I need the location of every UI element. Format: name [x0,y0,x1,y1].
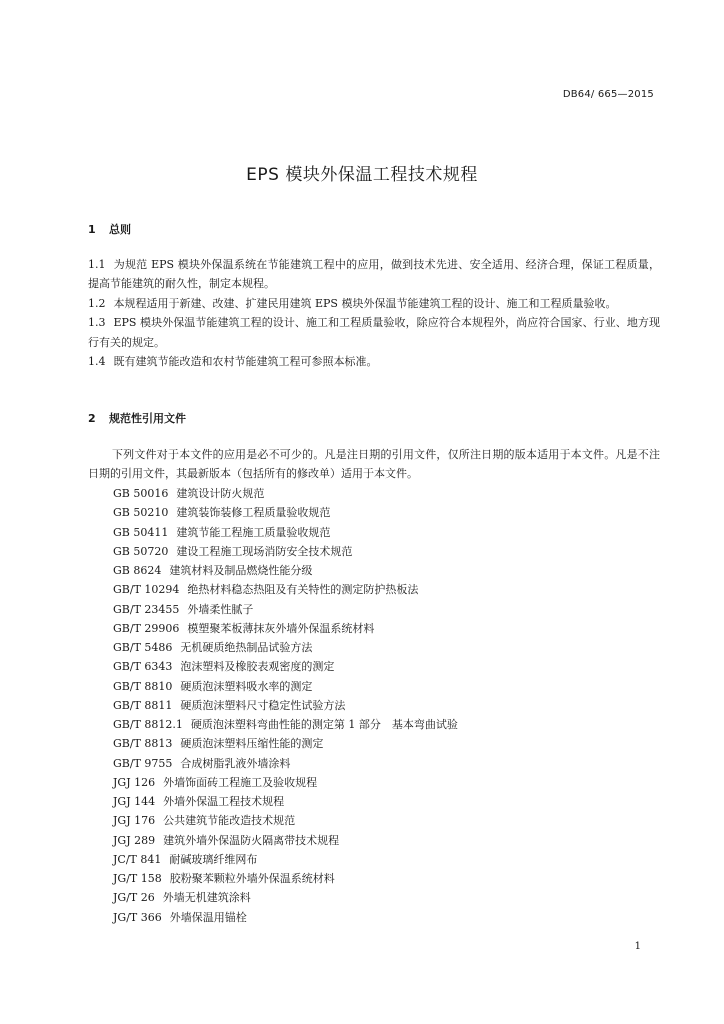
clause-number: 1.4 [88,355,106,369]
reference-title: 外墙无机建筑涂料 [162,891,251,905]
reference-title: 公共建筑节能改造技术规范 [163,814,296,828]
reference-title: 建设工程施工现场消防安全技术规范 [176,544,353,558]
clause-text: EPS 模块外保温节能建筑工程的设计、施工和工程质量验收，除应符合本规程外，尚应符合国家、行业、地方现行有关的规定。 [88,316,660,349]
reference-title: 外墙外保温工程技术规程 [163,795,285,808]
clause-text: 为规范 EPS 模块外保温系统在节能建筑工程中的应用，做到技术先进、安全适用、经济合理，保证工程质量，提高节能建筑的耐久性，制定本规程。 [88,258,660,291]
reference-title: 建筑材料及制品燃烧性能分级 [169,564,313,577]
clause-1-3 [88,313,660,352]
reference-code: GB/T 9755 [113,756,173,770]
reference-item [113,754,458,773]
reference-code: GB 50210 [113,506,169,520]
reference-title: 绝热材料稳态热阻及有关特性的测定防护热板法 [187,583,419,597]
section-1-clauses [88,255,660,371]
section-1-heading [88,221,131,237]
reference-title: 无机硬质绝热制品试验方法 [180,641,313,654]
clause-number: 1.3 [88,316,106,330]
reference-item [113,677,458,696]
section-1-title: 总则 [109,223,131,236]
reference-title: 模塑聚苯板薄抹灰外墙外保温系统材料 [187,621,375,635]
reference-item [113,657,458,676]
section-2-title: 规范性引用文件 [109,412,186,425]
document-title: EPS 模块外保温工程技术规程 [246,165,478,185]
reference-code: JG/T 366 [113,910,162,924]
reference-item [113,503,458,522]
reference-code: GB/T 6343 [113,660,173,674]
reference-title: 耐碱玻璃纤维网布 [169,852,258,866]
reference-code: GB 50720 [113,544,169,558]
reference-code: JGJ 126 [113,775,156,789]
reference-item [113,600,458,619]
document-code: DB64/ 665—2015 [562,89,654,100]
reference-item [113,792,458,811]
reference-code: GB/T 10294 [113,583,180,597]
section-1-number: 1 [88,223,96,236]
reference-title: 建筑外墙外保温防火隔离带技术规程 [163,833,340,847]
reference-code: JGJ 289 [113,833,156,847]
clause-1-1 [88,255,660,294]
reference-item [113,484,458,503]
reference-code: JG/T 26 [113,891,155,905]
reference-item [113,888,458,907]
reference-list [113,484,458,927]
reference-title: 外墙柔性腻子 [187,602,254,616]
reference-code: GB 50411 [113,525,169,539]
reference-title: 建筑装饰装修工程质量验收规范 [176,506,331,520]
reference-code: GB/T 23455 [113,602,180,616]
reference-code: JGJ 144 [113,795,156,808]
reference-item [113,638,458,657]
reference-item [113,580,458,599]
section-2-number: 2 [88,412,96,425]
reference-item [113,542,458,561]
reference-title: 建筑设计防火规范 [176,487,265,500]
reference-title: 胶粉聚苯颗粒外墙外保温系统材料 [169,872,335,885]
reference-title: 外墙保温用锚栓 [169,910,247,924]
reference-title: 合成树脂乳液外墙涂料 [180,756,291,770]
reference-item [113,869,458,888]
page-number: 1 [634,941,641,952]
reference-code: GB/T 5486 [113,641,173,654]
clause-text: 既有建筑节能改造和农村节能建筑工程可参照本标准。 [113,355,378,369]
reference-title: 外墙饰面砖工程施工及验收规程 [163,775,318,789]
reference-code: GB 8624 [113,564,162,577]
reference-item [113,715,458,734]
reference-title: 泡沫塑料及橡胶表观密度的测定 [180,660,335,674]
reference-code: GB 50016 [113,487,169,500]
reference-code: GB/T 29906 [113,621,180,635]
clause-1-2 [88,294,660,313]
reference-code: GB/T 8813 [113,737,173,751]
reference-code: JG/T 158 [113,872,162,885]
reference-title: 硬质泡沫塑料尺寸稳定性试验方法 [180,698,346,712]
reference-item [113,908,458,927]
reference-item [113,561,458,580]
reference-code: GB/T 8810 [113,679,173,693]
reference-title: 硬质泡沫塑料弯曲性能的测定第 1 部分 基本弯曲试验 [190,718,458,731]
reference-code: GB/T 8811 [113,698,173,712]
reference-code: GB/T 8812.1 [113,718,183,731]
reference-item [113,773,458,792]
reference-item [113,696,458,715]
reference-title: 硬质泡沫塑料吸水率的测定 [180,679,313,693]
clause-text: 本规程适用于新建、改建、扩建民用建筑 EPS 模块外保温节能建筑工程的设计、施工和工程质量验收。 [113,296,617,310]
reference-item [113,811,458,830]
clause-number: 1.2 [88,296,106,310]
clause-1-4 [88,352,660,371]
reference-code: JGJ 176 [113,814,156,828]
reference-code: JC/T 841 [113,852,162,866]
reference-title: 建筑节能工程施工质量验收规范 [176,525,331,539]
reference-item [113,619,458,638]
reference-title: 硬质泡沫塑料压缩性能的测定 [180,737,324,751]
reference-item [113,734,458,753]
section-2-heading [88,410,186,426]
references-intro: 下列文件对于本文件的应用是必不可少的。凡是注日期的引用文件，仅所注日期的版本适用于本文件。凡是不注日期的引用文件，其最新版本（包括所有的修改单）适用于本文件。 [88,448,660,481]
reference-item [113,850,458,869]
clause-number: 1.1 [88,258,106,271]
reference-item [113,523,458,542]
reference-item [113,831,458,850]
